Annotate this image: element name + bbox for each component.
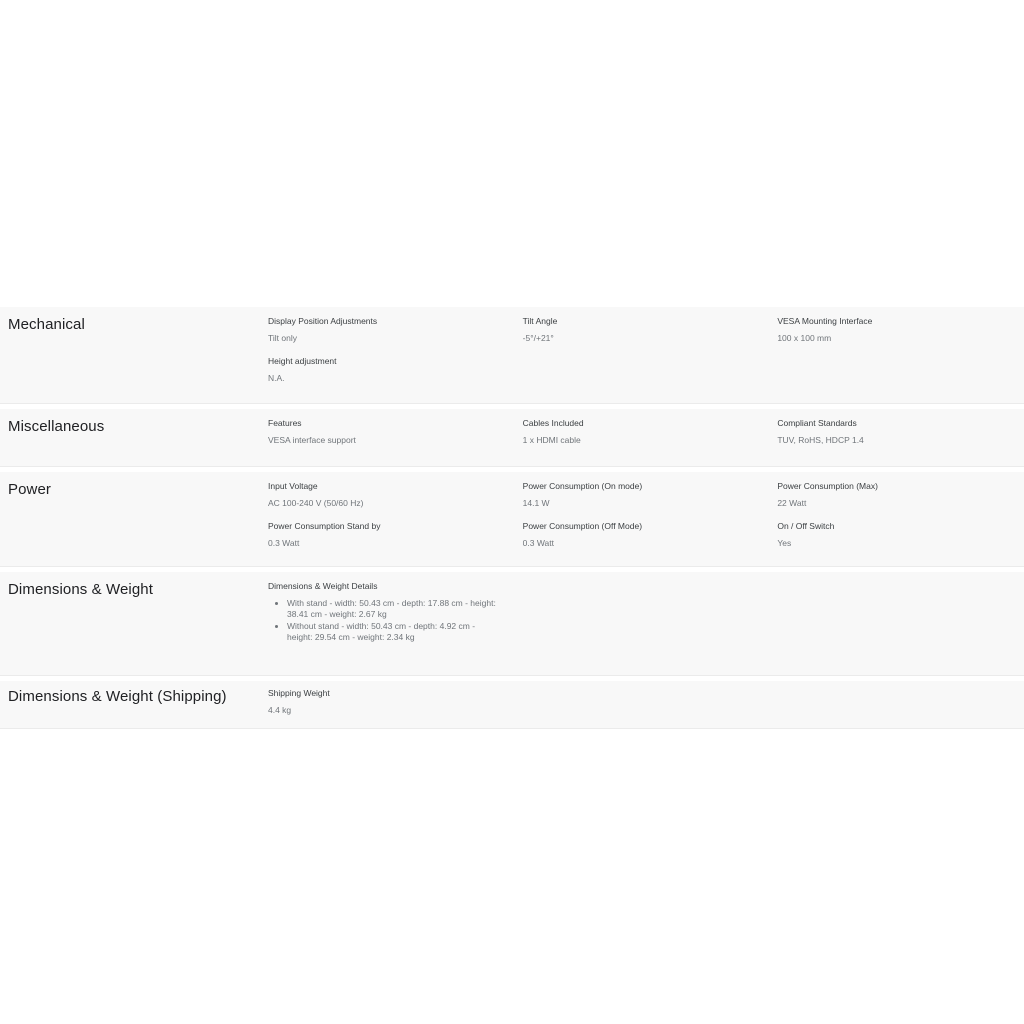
spec-section — [0, 472, 1024, 567]
spec-value: 1 x HDMI cable — [522, 435, 581, 445]
spec-value: Yes — [777, 538, 792, 548]
spec-value: 100 x 100 mm — [777, 333, 832, 343]
section-grid — [260, 316, 1024, 396]
spec-value: -5°/+21° — [522, 333, 554, 343]
spec-label: Tilt Angle — [522, 316, 558, 326]
spec-item — [769, 481, 1010, 508]
section-grid — [260, 418, 1024, 458]
spec-label: Cables Included — [522, 418, 584, 428]
spec-label: Height adjustment — [268, 356, 337, 366]
spec-item — [260, 356, 501, 383]
spec-section — [0, 409, 1024, 467]
spec-item — [515, 481, 756, 508]
spec-label: Dimensions & Weight Details — [268, 581, 378, 591]
spec-label: Shipping Weight — [268, 688, 330, 698]
section-grid — [260, 688, 1024, 728]
spec-item — [515, 521, 756, 548]
section-title: Mechanical — [8, 316, 85, 333]
spec-item — [260, 316, 501, 343]
spec-item — [515, 316, 756, 343]
spec-item — [769, 316, 1010, 343]
spec-value: AC 100-240 V (50/60 Hz) — [268, 498, 364, 508]
spec-value: 14.1 W — [522, 498, 550, 508]
section-grid — [260, 481, 1024, 561]
spec-label: On / Off Switch — [777, 521, 835, 531]
spec-item — [260, 581, 501, 644]
spec-value: 0.3 Watt — [268, 538, 300, 548]
spec-item — [515, 418, 756, 445]
spec-value: 4.4 kg — [268, 705, 292, 715]
spec-section — [0, 572, 1024, 676]
spec-item — [260, 418, 501, 445]
spec-item — [260, 481, 501, 508]
spec-value: Tilt only — [268, 333, 297, 343]
spec-value: VESA interface support — [268, 435, 356, 445]
spec-value: N.A. — [268, 373, 285, 383]
spec-label: Power Consumption Stand by — [268, 521, 381, 531]
spec-label: Compliant Standards — [777, 418, 857, 428]
section-title: Dimensions & Weight (Shipping) — [8, 688, 227, 705]
spec-section — [0, 307, 1024, 404]
section-title: Dimensions & Weight — [8, 581, 154, 598]
spec-sections — [0, 307, 1024, 729]
spec-label: Power Consumption (Off Mode) — [522, 521, 643, 531]
spec-value: TUV, RoHS, HDCP 1.4 — [777, 435, 864, 445]
spec-section — [0, 681, 1024, 729]
spec-value: 0.3 Watt — [522, 538, 554, 548]
spec-label: Features — [268, 418, 302, 428]
spec-value: 22 Watt — [777, 498, 807, 508]
spec-item — [769, 521, 1010, 548]
spec-item — [260, 688, 501, 715]
spec-item — [260, 521, 501, 548]
spec-label: Input Voltage — [268, 481, 318, 491]
section-title: Miscellaneous — [8, 418, 105, 435]
spec-bullet-item: • With stand - width: 50.43 cm - depth: 17.88 cm - height: 38.41 cm - weight: 2.67 kg — [287, 598, 501, 620]
section-grid — [260, 581, 1024, 657]
spec-label: Power Consumption (On mode) — [522, 481, 643, 491]
spec-label: VESA Mounting Interface — [777, 316, 873, 326]
spec-label: Display Position Adjustments — [268, 316, 378, 326]
section-title: Power — [8, 481, 52, 498]
spec-bullet-item: • Without stand - width: 50.43 cm - depth: 4.92 cm - height: 29.54 cm - weight: 2.34 kg — [287, 621, 501, 643]
spec-item — [769, 418, 1010, 445]
page-blank-top — [0, 0, 1024, 307]
spec-label: Power Consumption (Max) — [777, 481, 878, 491]
spec-bullet-list — [268, 598, 501, 643]
